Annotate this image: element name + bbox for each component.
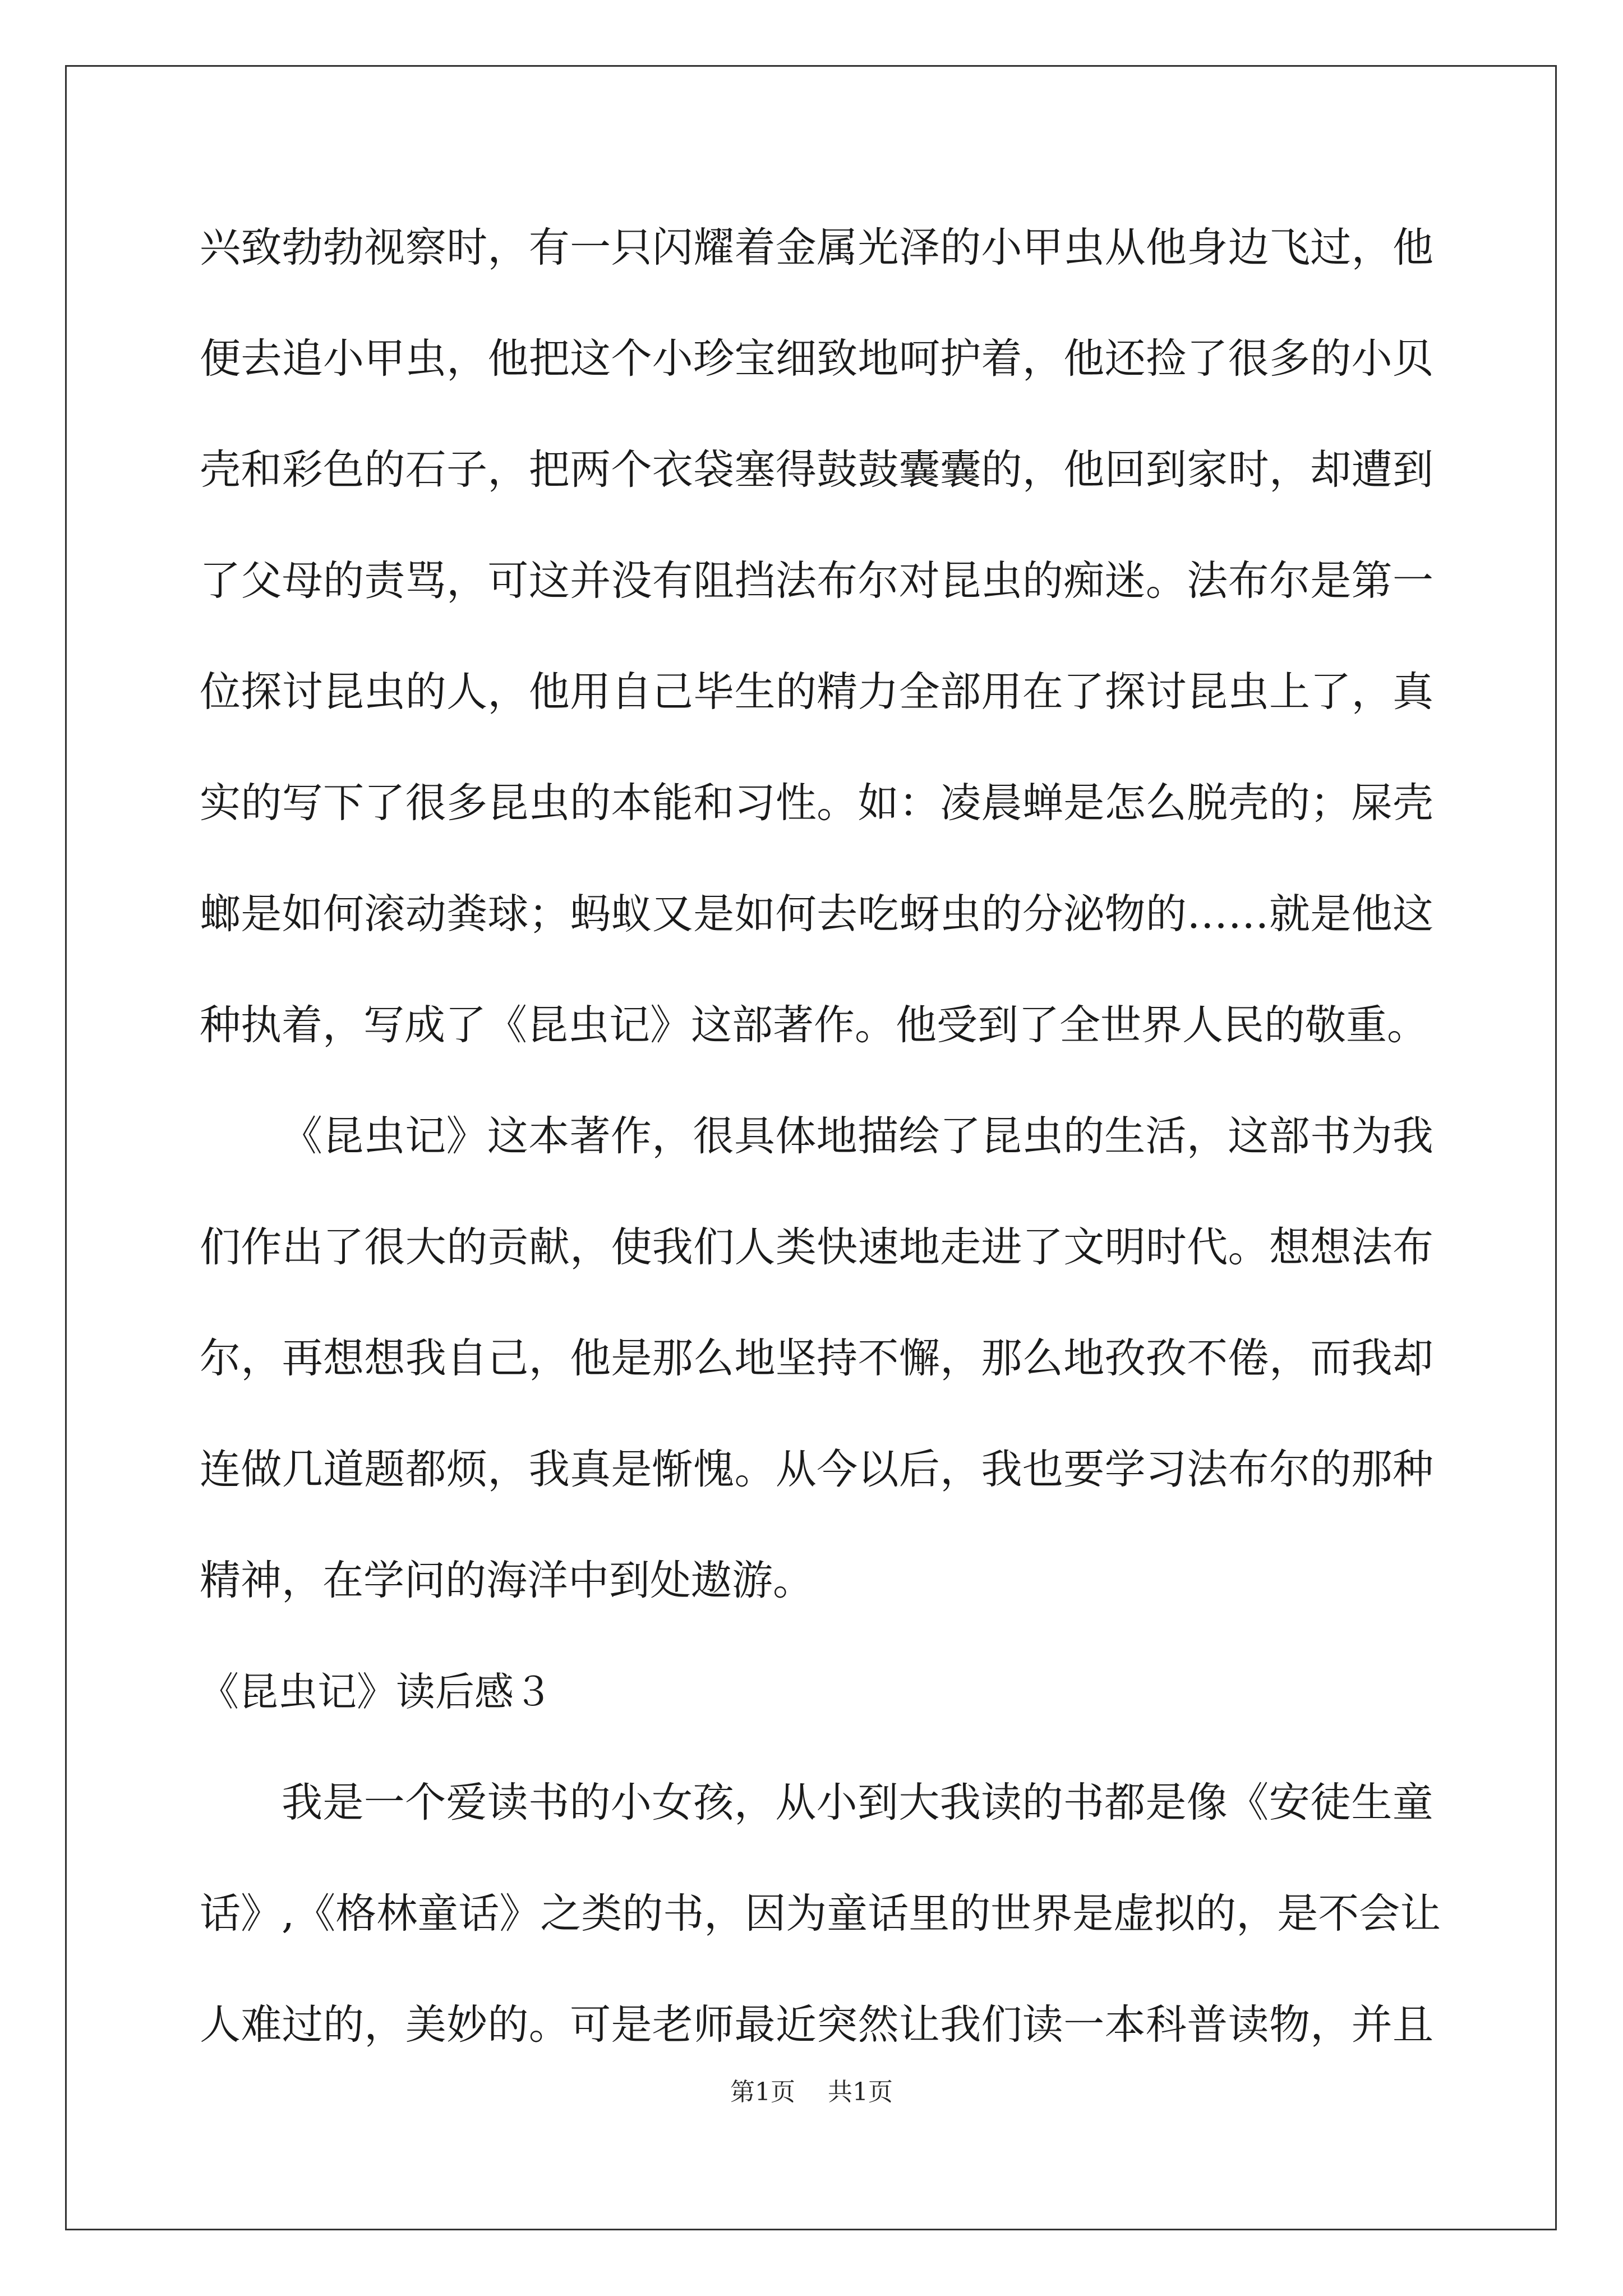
text-line: 位 探 讨 昆 虫 的 人 ， 他 用 自 己 毕 生 的 精 力 全 部 用 在 了 探 讨 昆 虫 上 了 ， 真 <box>200 668 1433 716</box>
paragraph-2 <box>200 1103 1433 1658</box>
page-total: 共1页 <box>828 2078 893 2106</box>
text-line: 螂 是 如 何 滚 动 粪 球 ； 蚂 蚁 又 是 如 何 去 吃 蚜 虫 的 分 泌 物 的 … … 就 是 他 这 <box>200 890 1433 938</box>
document-body <box>200 214 1441 2102</box>
text-line: 壳 和 彩 色 的 石 子 ， 把 两 个 衣 袋 塞 得 鼓 鼓 囊 囊 的 ， 他 回 到 家 时 ， 却 遭 到 <box>200 446 1433 494</box>
text-line: 实 的 写 下 了 很 多 昆 虫 的 本 能 和 习 性 。 如 ： 凌 晨 蝉 是 怎 么 脱 壳 的 ； 屎 壳 <box>200 779 1433 827</box>
text-line: 了 父 母 的 责 骂 ， 可 这 并 没 有 阻 挡 法 布 尔 对 昆 虫 的 痴 迷 。 法 布 尔 是 第 一 <box>200 557 1433 605</box>
page-number: 第1页 <box>730 2078 795 2106</box>
text-line: 话 》 , 《 格 林 童 话 》 之 类 的 书 ， 因 为 童 话 里 的 世 界 是 虚 拟 的 ， 是 不 会 让 <box>200 1890 1441 1938</box>
text-line: 我 是 一 个 爱 读 书 的 小 女 孩 ， 从 小 到 大 我 读 的 书 都 是 像 《 安 徒 生 童 <box>282 1779 1433 1826</box>
text-line: 人 难 过 的 ， 美 妙 的 。 可 是 老 师 最 近 突 然 让 我 们 读 一 本 科 普 读 物 ， 并 且 <box>200 2001 1433 2049</box>
page-footer <box>0 2076 1623 2109</box>
text-line: 精神，在学问的海洋中到处遨游。 <box>200 1557 814 1604</box>
text-line: 连 做 几 道 题 都 烦 ， 我 真 是 惭 愧 。 从 今 以 后 ， 我 也 要 学 习 法 布 尔 的 那 种 <box>200 1446 1433 1493</box>
text-line: 便 去 追 小 甲 虫 ， 他 把 这 个 小 珍 宝 细 致 地 呵 护 着 ， 他 还 捡 了 很 多 的 小 贝 <box>200 335 1433 383</box>
text-line: 《 昆 虫 记 》 这 本 著 作 ， 很 具 体 地 描 绘 了 昆 虫 的 生 活 ， 这 部 书 为 我 <box>282 1112 1433 1160</box>
section-heading: 《昆虫记》读后感３ <box>200 1669 553 1715</box>
text-line: 尔 ， 再 想 想 我 自 己 ， 他 是 那 么 地 坚 持 不 懈 ， 那 么 地 孜 孜 不 倦 ， 而 我 却 <box>200 1335 1433 1382</box>
paragraph-1 <box>200 214 1433 1103</box>
text-line: 兴 致 勃 勃 视 察 时 ， 有 一 只 闪 耀 着 金 属 光 泽 的 小 甲 虫 从 他 身 边 飞 过 ， 他 <box>200 224 1433 272</box>
text-line: 种执着，写成了《昆虫记》这部著作。他受到了全世界人民的敬重。 <box>200 1001 1428 1049</box>
text-line: 们 作 出 了 很 大 的 贡 献 ， 使 我 们 人 类 快 速 地 走 进 了 文 明 时 代 。 想 想 法 布 <box>200 1223 1433 1271</box>
paragraph-3 <box>200 1769 1441 2102</box>
